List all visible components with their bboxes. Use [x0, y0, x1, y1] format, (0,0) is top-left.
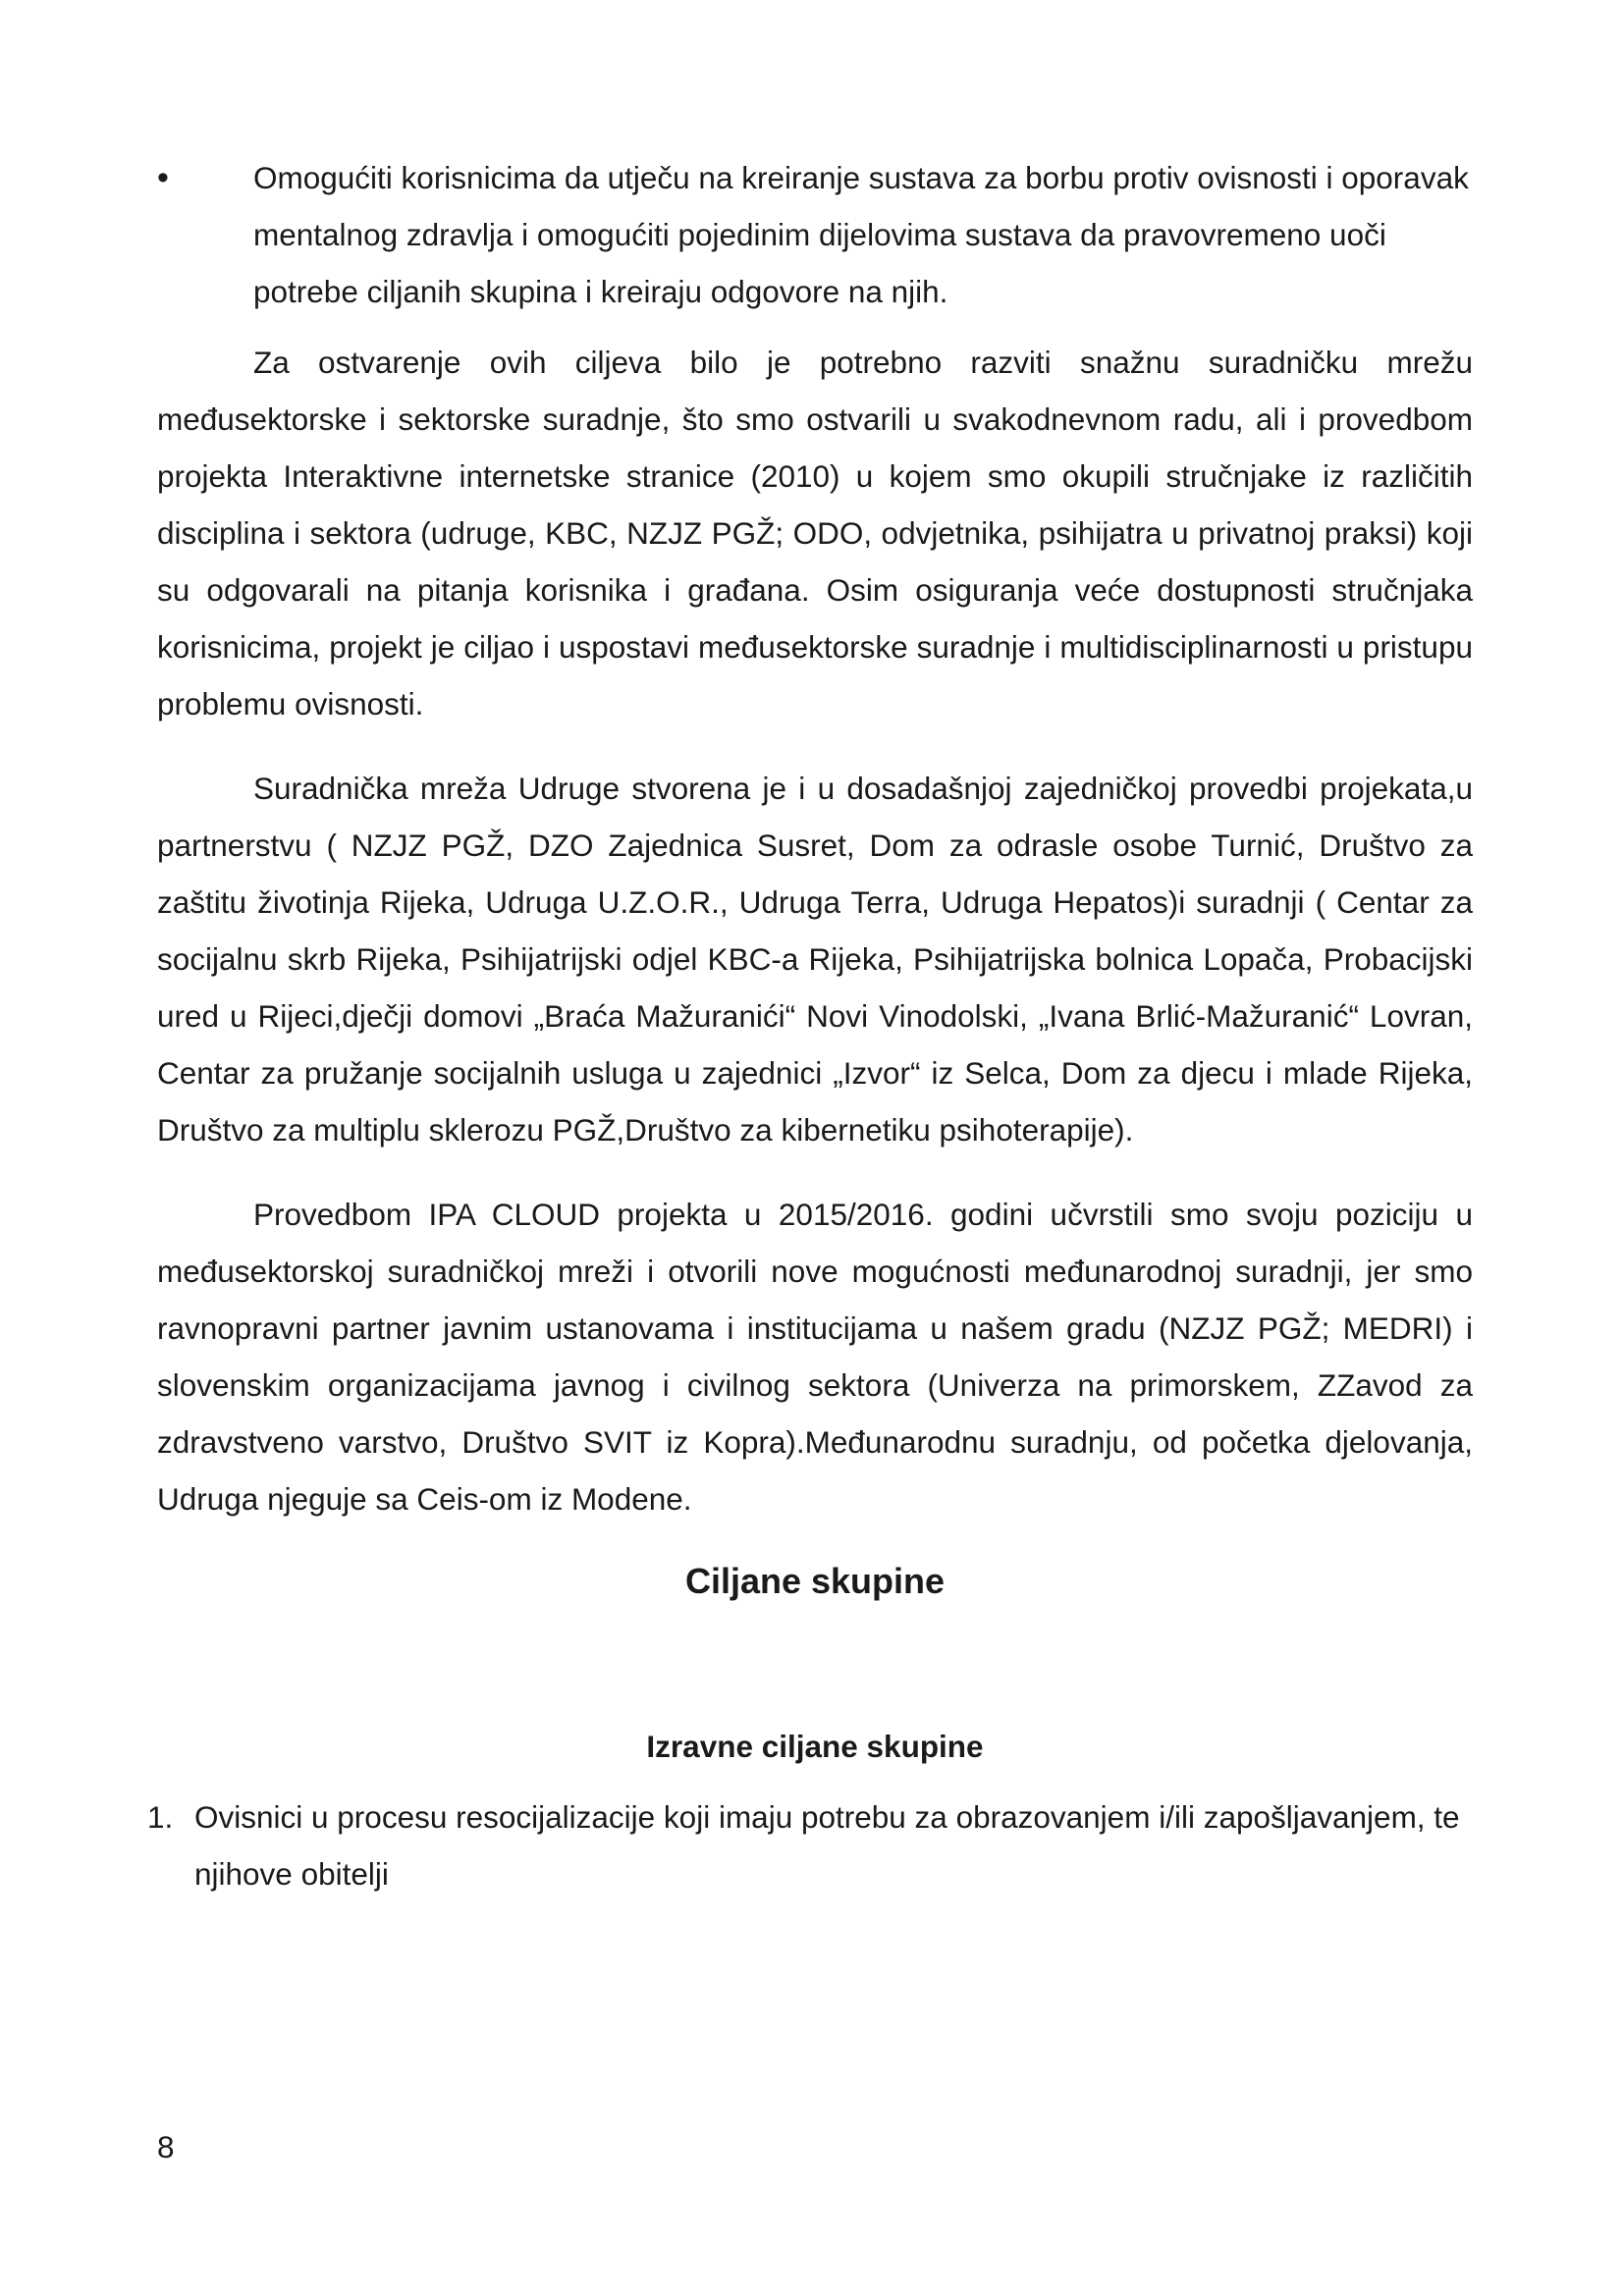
paragraph-ipa-cloud: Provedbom IPA CLOUD projekta u 2015/2016. godini učvrstili smo svoju poziciju u međusektorskoj suradničkoj mreži i otvorili nove mogućnosti međunarodnoj suradnji, jer smo ravnopravni partner javnim ustanovama i institucijama u našem gradu (NZJZ PGŽ; MEDRI) i slovenskim organizacijama javnog i civilnog sektora (Univerza na primorskem, ZZavod za zdravstveno varstvo, Društvo SVIT iz Kopra).Međunarodnu suradnju, od početka djelovanja, Udruga njeguje sa Ceis-om iz Modene.: [157, 1197, 1473, 1517]
spacer: [157, 320, 1473, 334]
page-number: 8: [157, 2129, 175, 2164]
subsection-heading: Izravne ciljane skupine: [646, 1729, 984, 1764]
page-content: [147, 149, 1473, 1902]
bullet-symbol: •: [157, 159, 169, 196]
spacer: [157, 1158, 1473, 1186]
section-heading: Ciljane skupine: [684, 1561, 946, 1601]
bullet-text: Omogućiti korisnicima da utječu na kreiranje sustava za borbu protiv ovisnosti i oporavak mentalnog zdravlja i omogućiti pojedinim dijelovima sustava da pravovremeno uoči potrebe ciljanih skupina i kreiraju odgovore na njih.: [253, 160, 1469, 309]
spacer: [157, 732, 1473, 760]
bullet-item: [157, 149, 1473, 320]
paragraph-partners: Suradnička mreža Udruge stvorena je i u dosadašnjoj zajedničkoj provedbi projekata,u partnerstvu ( NZJZ PGŽ, DZO Zajednica Susret, Dom za odrasle osobe Turnić, Društvo za zaštitu životinja Rijeka, Udruga U.Z.O.R., Udruga Terra, Udruga Hepatos)i suradnji ( Centar za socijalnu skrb Rijeka, Psihijatrijski odjel KBC-a Rijeka, Psihijatrijska bolnica Lopača, Probacijski ured u Rijeci,dječji domovi „Braća Mažuranići“ Novi Vinodolski, „Ivana Brlić-Mažuranić“ Lovran, Centar za pružanje socijalnih usluga u zajednici „Izvor“ iz Selca, Dom za djecu i mlade Rijeka, Društvo za multiplu sklerozu PGŽ,Društvo za kibernetiku psihoterapije).: [157, 771, 1473, 1148]
paragraph-network: Za ostvarenje ovih ciljeva bilo je potrebno razviti snažnu suradničku mrežu međusektorske i sektorske suradnje, što smo ostvarili u svakodnevnom radu, ali i provedbom projekta Interaktivne internetske stranice (2010) u kojem smo okupili stručnjake iz različitih disciplina i sektora (udruge, KBC, NZJZ PGŽ; ODO, odvjetnika, psihijatra u privatnoj praksi) koji su odgovarali na pitanja korisnika i građana. Osim osiguranja veće dostupnosti stručnjaka korisnicima, projekt je ciljao i uspostavi međusektorske suradnje i multidisciplinarnosti u pristupu problemu ovisnosti.: [157, 345, 1473, 721]
list-item: [147, 1789, 1473, 1902]
list-item-number: 1.: [147, 1799, 174, 1835]
list-item-text: Ovisnici u procesu resocijalizacije koji imaju potrebu za obrazovanjem i/ili zapošljavanjem, te njihove obitelji: [194, 1799, 1460, 1892]
